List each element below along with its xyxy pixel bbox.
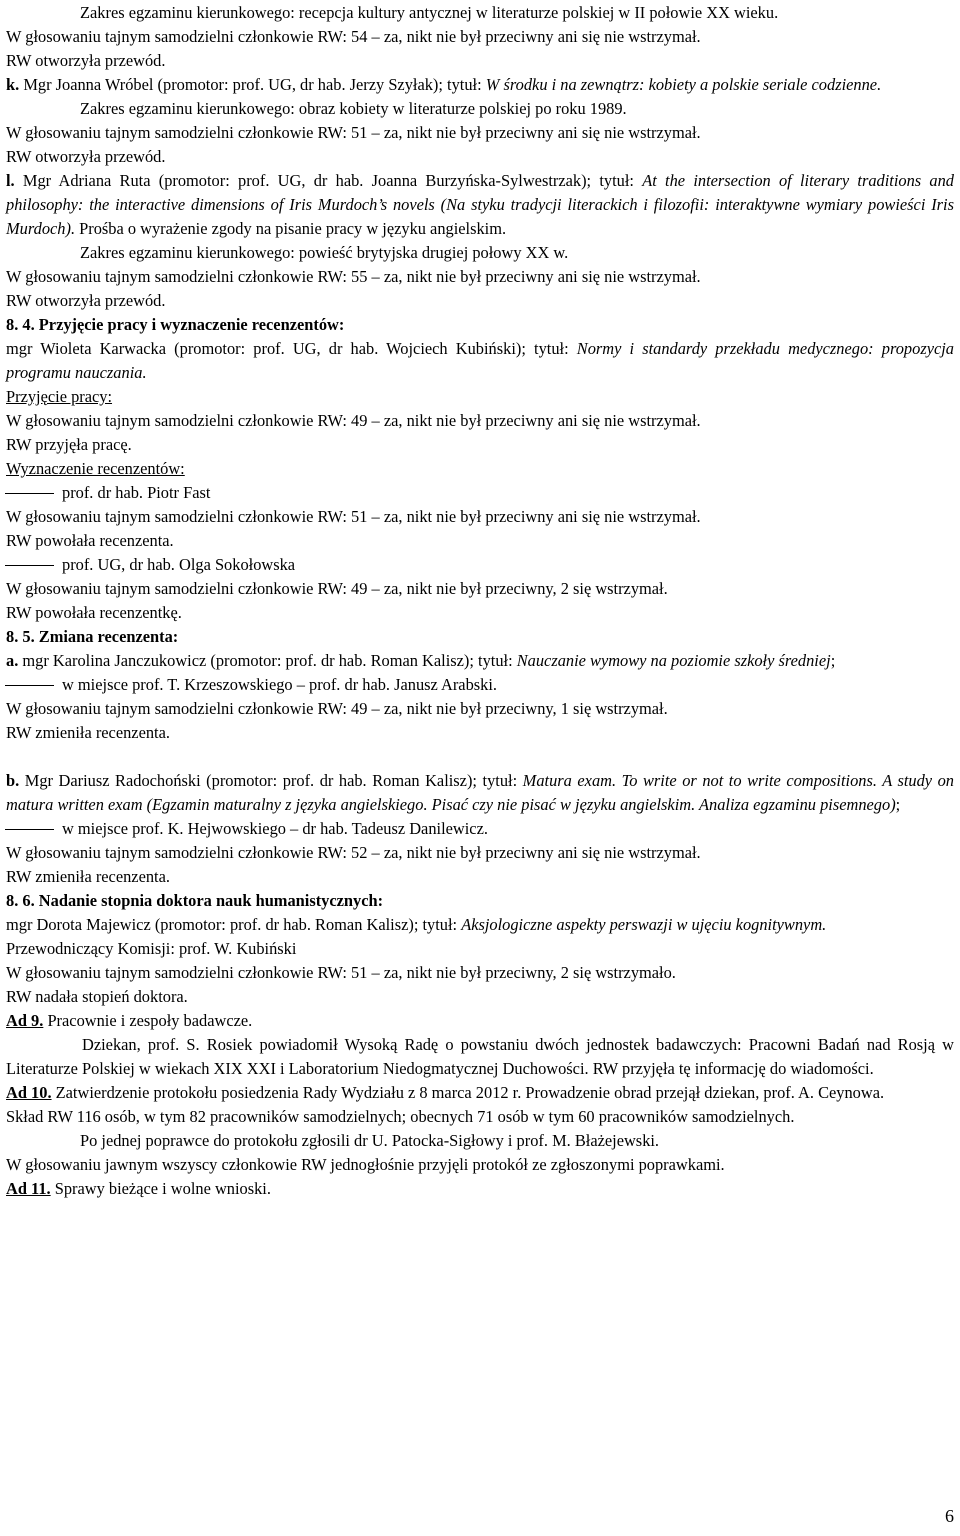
punctuation: ; (830, 651, 836, 670)
vote-line: W głosowaniu tajnym samodzielni członkowie RW: 51 – za, nikt nie był przeciwny ani się nie wstrzymał. (6, 123, 701, 142)
item-a-title: Nauczanie wymowy na poziomie szkoły średniej (516, 651, 831, 670)
work-title: Normy i standardy przekładu medycznego: propozycja programu nauczania. (6, 339, 954, 382)
replacement-text: w miejsce prof. K. Hejwowskiego – dr hab. Tadeusz Danilewicz. (62, 819, 488, 838)
result-line: RW powołała recenzenta. (6, 531, 174, 550)
item-l-request: Prośba o wyrażenie zgody na pisanie pracy w języku angielskim. (75, 219, 507, 238)
item-k-text: Mgr Joanna Wróbel (promotor: prof. UG, dr hab. Jerzy Szyłak); tytuł: (19, 75, 486, 94)
replacement-line (6, 817, 954, 841)
exam-scope-line: Zakres egzaminu kierunkowego: powieść brytyjska drugiej połowy XX w. (80, 243, 569, 262)
vote-line: W głosowaniu jawnym wszyscy członkowie RW jednogłośnie przyjęli protokół ze zgłoszonymi poprawkami. (6, 1155, 725, 1174)
section-8-5-heading (6, 625, 954, 649)
item-b (6, 769, 954, 817)
vote-line: W głosowaniu tajnym samodzielni członkowie RW: 49 – za, nikt nie był przeciwny ani się nie wstrzymał. (6, 411, 701, 430)
section-number: 8. 6. (6, 891, 35, 910)
item-a-label: a. (6, 651, 19, 670)
result-line: RW powołała recenzentkę. (6, 603, 182, 622)
result-line: RW zmieniła recenzenta. (6, 867, 170, 886)
item-l-text: Mgr Adriana Ruta (promotor: prof. UG, dr hab. Joanna Burzyńska-Sylwestrzak); tytuł: (14, 171, 643, 190)
item-b-text: Mgr Dariusz Radochoński (promotor: prof. dr hab. Roman Kalisz); tytuł: (19, 771, 523, 790)
ad-10-heading (6, 1081, 954, 1105)
item-k-label: k. (6, 75, 20, 94)
item-b-label: b. (6, 771, 20, 790)
replacement-text: w miejsce prof. T. Krzeszowskiego – prof. dr hab. Janusz Arabski. (62, 675, 497, 694)
candidate-text: mgr Dorota Majewicz (promotor: prof. dr hab. Roman Kalisz); tytuł: (6, 915, 462, 934)
reviewer-line (6, 553, 954, 577)
vote-line: W głosowaniu tajnym samodzielni członkowie RW: 49 – za, nikt nie był przeciwny, 2 się wstrzymał. (6, 579, 668, 598)
item-l-label: l. (6, 171, 15, 190)
exam-scope-line: Zakres egzaminu kierunkowego: recepcja kultury antycznej w literaturze polskiej w II połowie XX wieku. (80, 3, 779, 22)
item-l (6, 169, 954, 241)
section-title: Nadanie stopnia doktora nauk humanistycznych: (38, 891, 384, 910)
item-k-title: W środku i na zewnątrz: kobiety a polskie seriale codzienne. (485, 75, 882, 94)
result-line: RW otworzyła przewód. (6, 291, 166, 310)
section-title: Przyjęcie pracy i wyznaczenie recenzentów: (38, 315, 345, 334)
subheading (6, 457, 954, 481)
page-number: 6 (945, 1506, 954, 1526)
work-title: Aksjologiczne aspekty perswazji w ujęciu kognitywnym. (461, 915, 827, 934)
section-8-4-text (6, 337, 954, 385)
dash-mark (5, 493, 54, 494)
item-a (6, 649, 954, 673)
vote-line: W głosowaniu tajnym samodzielni członkowie RW: 52 – za, nikt nie był przeciwny ani się nie wstrzymał. (6, 843, 701, 862)
ad-9-heading (6, 1009, 954, 1033)
result-line: RW zmieniła recenzenta. (6, 723, 170, 742)
council-composition: Skład RW 116 osób, w tym 82 pracowników samodzielnych; obecnych 71 osób w tym 60 pracowników samodzielnych. (6, 1107, 795, 1126)
reviewers-heading: Wyznaczenie recenzentów: (6, 459, 185, 478)
candidate-text: mgr Wioleta Karwacka (promotor: prof. UG, dr hab. Wojciech Kubiński); tytuł: (6, 339, 577, 358)
dash-mark (5, 565, 54, 566)
section-number: 8. 5. (6, 627, 35, 646)
spacer (6, 745, 954, 769)
result-line: RW nadała stopień doktora. (6, 987, 188, 1006)
ad-9-text: Dziekan, prof. S. Rosiek powiadomił Wysoką Radę o powstaniu dwóch jednostek badawczych: Pracowni Badań nad Rosją w Literaturze Polskiej w wiekach XIX XXI i Laboratorium Niedogmatycznej Duchowości. RW przyjęła tę informację do wiadomości. (6, 1035, 954, 1078)
reviewer-line (6, 481, 954, 505)
vote-line: W głosowaniu tajnym samodzielni członkowie RW: 49 – za, nikt nie był przeciwny, 1 się wstrzymał. (6, 699, 668, 718)
section-8-4-heading (6, 313, 954, 337)
exam-scope-line: Zakres egzaminu kierunkowego: obraz kobiety w literaturze polskiej po roku 1989. (80, 99, 627, 118)
section-number: 8. 4. (6, 315, 35, 334)
ad-title: Zatwierdzenie protokołu posiedzenia Rady Wydziału z 8 marca 2012 r. Prowadzenie obrad przejął dziekan, prof. A. Ceynowa. (51, 1083, 885, 1102)
result-line: RW otworzyła przewód. (6, 147, 166, 166)
item-a-text: mgr Karolina Janczukowicz (promotor: prof. dr hab. Roman Kalisz); tytuł: (18, 651, 517, 670)
subheading (6, 385, 954, 409)
ad-label: Ad 11. (6, 1179, 51, 1198)
section-8-6-heading (6, 889, 954, 913)
item-l-title: At the intersection of literary traditions and philosophy: the interactive dimensions of Iris Murdoch’s novels (Na styku tradycji literackich i filozofii: interaktywne wymiary powieści Iris Murdoch). (6, 171, 955, 238)
vote-line: W głosowaniu tajnym samodzielni członkowie RW: 51 – za, nikt nie był przeciwny ani się nie wstrzymał. (6, 507, 701, 526)
committee-chair: Przewodniczący Komisji: prof. W. Kubiński (6, 939, 297, 958)
vote-line: W głosowaniu tajnym samodzielni członkowie RW: 54 – za, nikt nie był przeciwny ani się nie wstrzymał. (6, 27, 701, 46)
result-line: RW otworzyła przewód. (6, 51, 166, 70)
ad-title: Sprawy bieżące i wolne wnioski. (50, 1179, 271, 1198)
vote-line: W głosowaniu tajnym samodzielni członkowie RW: 55 – za, nikt nie był przeciwny ani się nie wstrzymał. (6, 267, 701, 286)
replacement-line (6, 673, 954, 697)
vote-line: W głosowaniu tajnym samodzielni członkowie RW: 51 – za, nikt nie był przeciwny, 2 się wstrzymało. (6, 963, 676, 982)
reviewer-name: prof. UG, dr hab. Olga Sokołowska (62, 555, 296, 574)
ad-11-heading (6, 1177, 954, 1201)
ad-title: Pracownie i zespoły badawcze. (43, 1011, 253, 1030)
result-line: RW przyjęła pracę. (6, 435, 132, 454)
section-8-6-text (6, 913, 954, 937)
punctuation: ; (895, 795, 901, 814)
reviewer-name: prof. dr hab. Piotr Fast (62, 483, 211, 502)
item-k (6, 73, 954, 97)
accept-heading: Przyjęcie pracy: (6, 387, 113, 406)
ad-label: Ad 10. (6, 1083, 52, 1102)
document-page (6, 1, 954, 1201)
dash-mark (5, 829, 54, 830)
protocol-corrections: Po jednej poprawce do protokołu zgłosili dr U. Patocka-Sigłowy i prof. M. Błażejewski. (80, 1131, 660, 1150)
ad-label: Ad 9. (6, 1011, 44, 1030)
item-b-title: Matura exam. To write or not to write compositions. A study on matura written exam (Egzamin maturalny z języka angielskiego. Pisać czy nie pisać w języku angielskim. Analiza egzaminu pisemnego) (6, 771, 954, 814)
dash-mark (5, 685, 54, 686)
section-title: Zmiana recenzenta: (38, 627, 179, 646)
